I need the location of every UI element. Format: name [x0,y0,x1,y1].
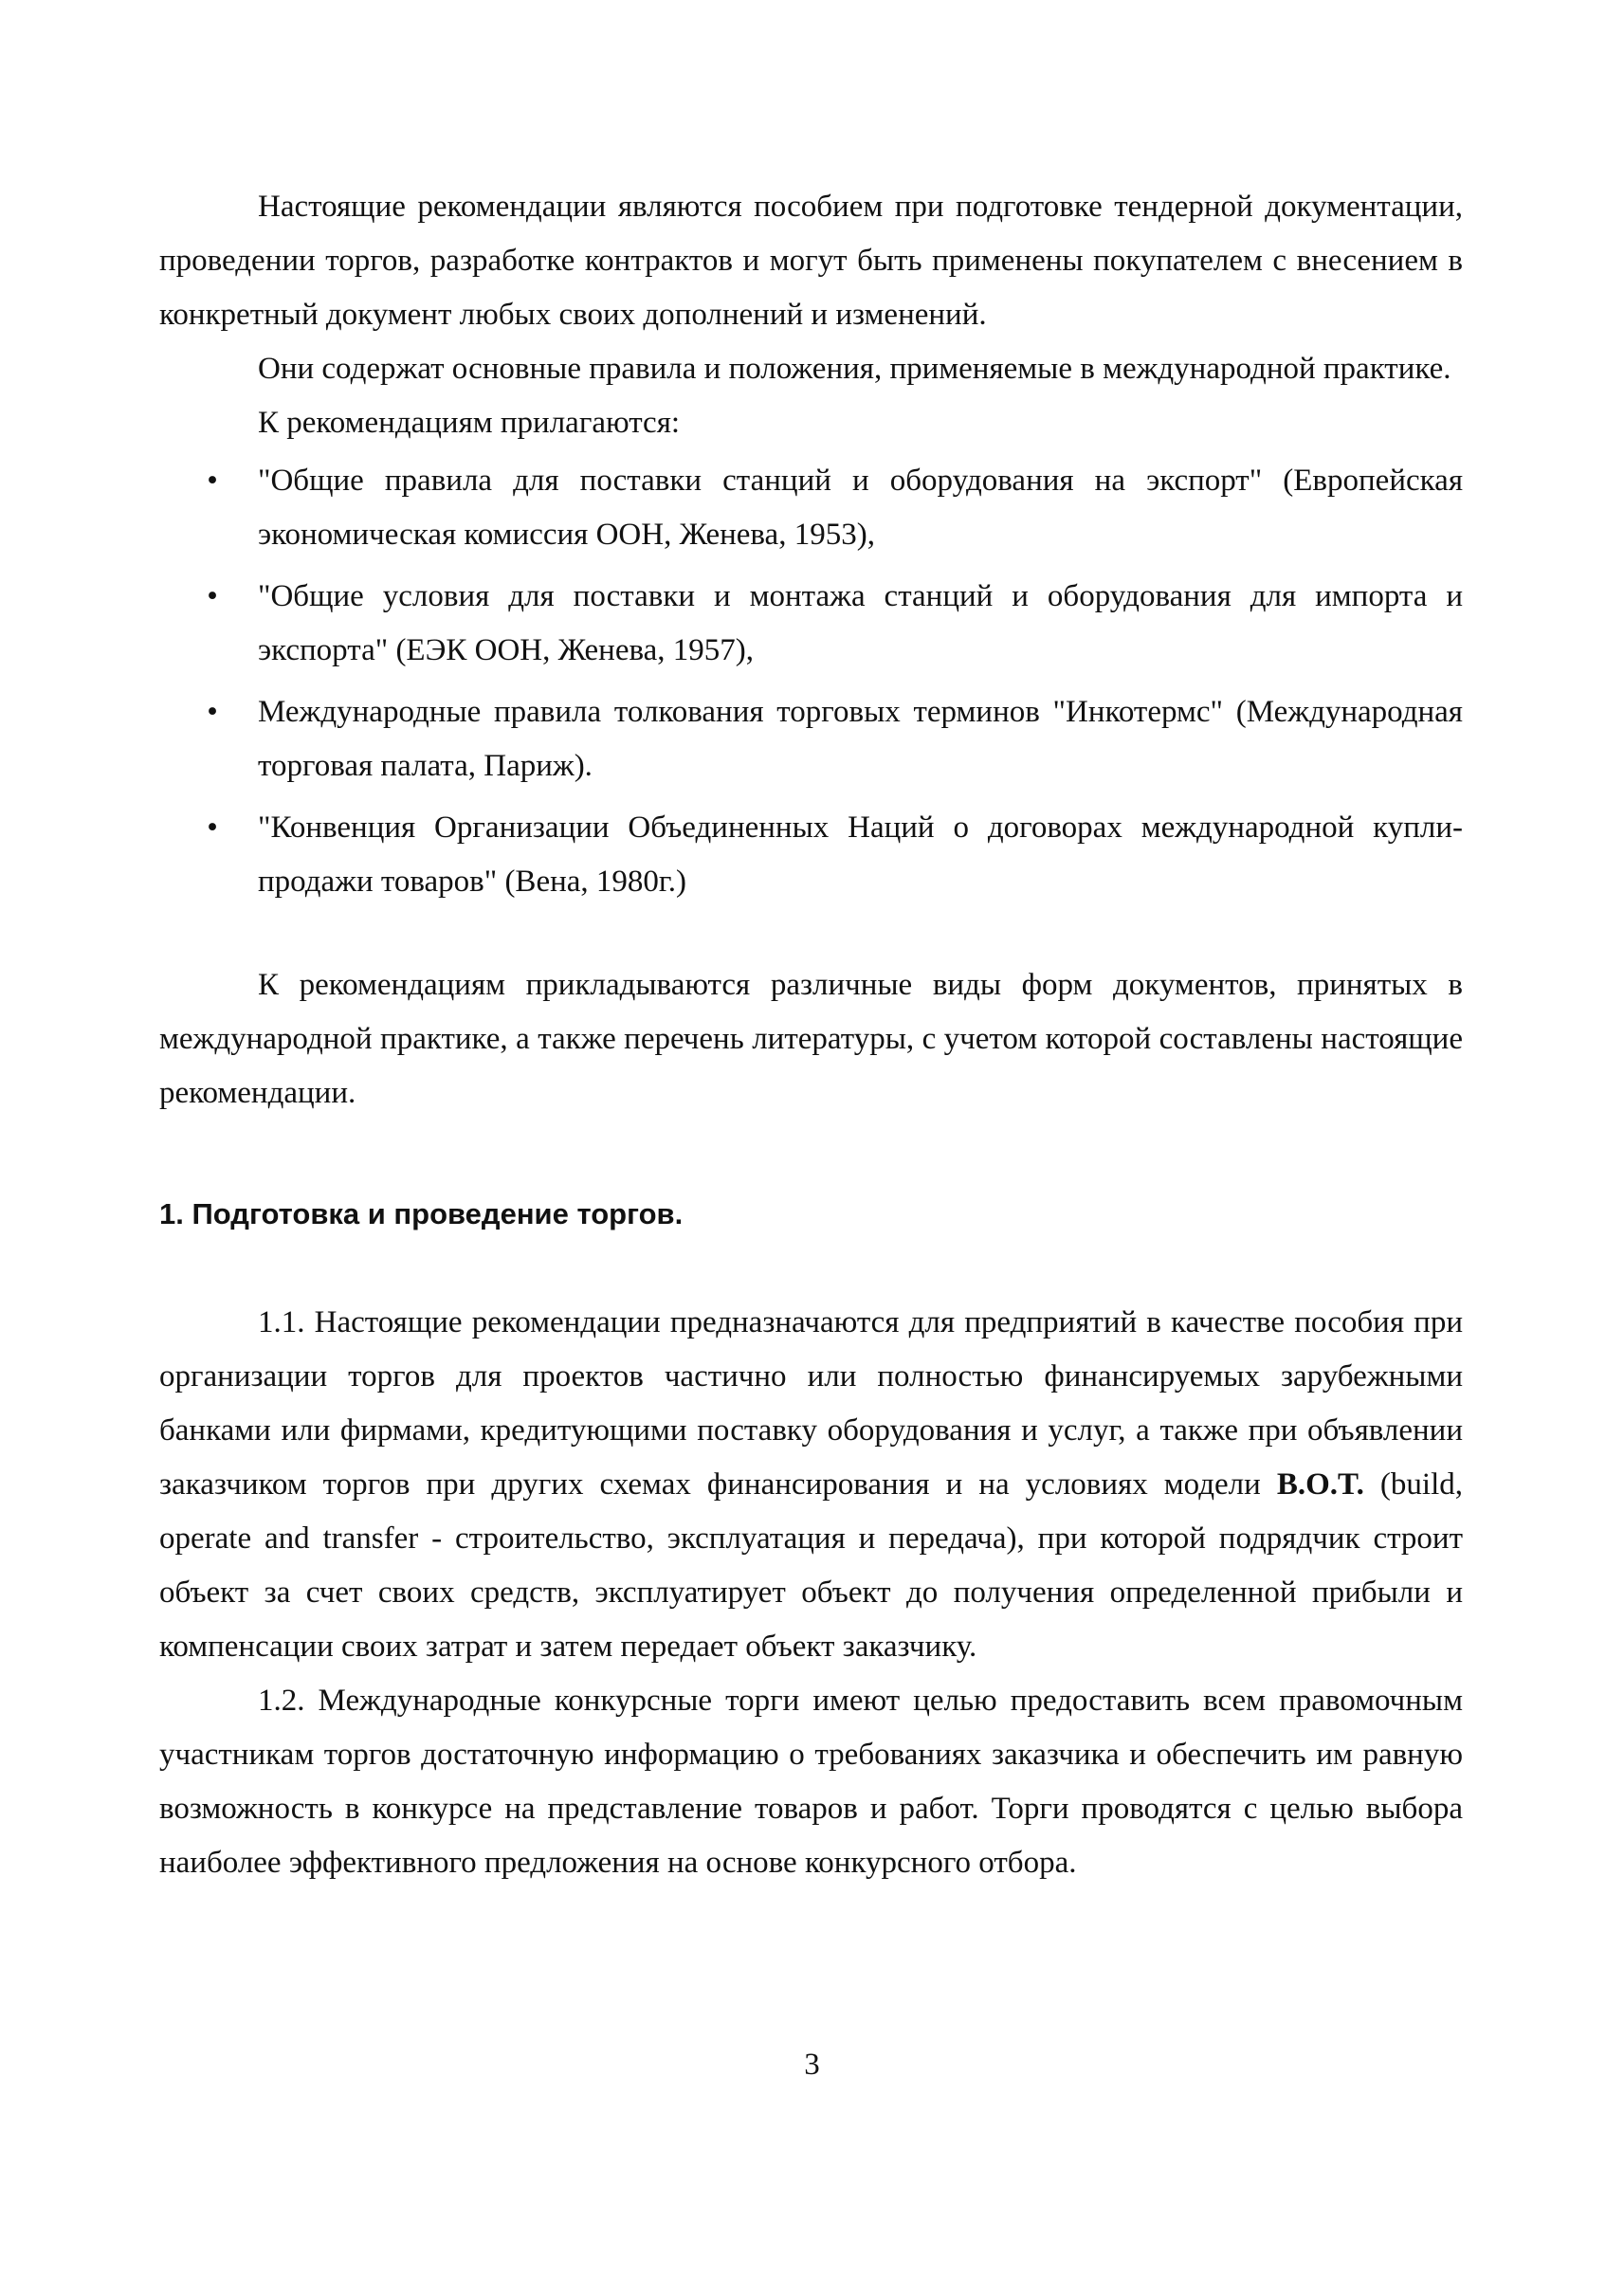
attachments-lead: К рекомендациям прилагаются: [258,406,681,440]
list-item [159,801,1463,909]
section-1-heading: 1. Подготовка и проведение торгов. [159,1197,684,1230]
bullet-icon: • [207,695,218,729]
section-1-2-paragraph: 1.2. Международные конкурсные торги имеют целью предоставить всем правомочным участникам торгов достаточную информацию о требованиях заказчика и обеспечить им равную возможность в конкурсе на представление товаров и работ. Торги проводятся с целью выбора наиболее эффективного предложения на основе конкурсного отбора. [159,1684,1463,1880]
bullet-icon: • [207,464,218,498]
intro-paragraph-2: Они содержат основные правила и положения, применяемые в международной практике. [258,352,1451,386]
attachment-text: Международные правила толкования торговых терминов "Инкотермс" (Международная торговая палата, Париж). [258,695,1463,783]
list-item [159,685,1463,793]
document-page [159,180,1463,1890]
attachment-text: "Общие условия для поставки и монтажа станций и оборудования для импорта и экспорта" (ЕЭК ООН, Женева, 1957), [258,579,1463,667]
section-1-1-text-end: (build, operate and transfer - строительство, эксплуатация и передача), при которой подрядчик строит объект за счет своих средств, эксплуатирует объект до получения определенной прибыли и компенсации своих затрат и затем передает объект заказчику. [159,1467,1463,1664]
page-number: 3 [804,2048,820,2082]
section-1-1-paragraph [159,1296,1463,1674]
attachment-text: "Конвенция Организации Объединенных Наций о договорах международной купли-продажи товаров" (Вена, 1980г.) [258,811,1463,899]
intro-paragraph-1: Настоящие рекомендации являются пособием при подготовке тендерной документации, проведении торгов, разработке контрактов и могут быть применены покупателем с внесением в конкретный документ любых своих дополнений и изменений. [159,190,1463,332]
forms-paragraph: К рекомендациям прикладываются различные виды форм документов, принятых в международной практике, а также перечень литературы, с учетом которой составлены настоящие рекомендации. [159,968,1463,1110]
attachments-list [159,454,1463,909]
list-item [159,454,1463,562]
bullet-icon: • [207,579,218,613]
bullet-icon: • [207,811,218,845]
attachment-text: "Общие правила для поставки станций и оборудования на экспорт" (Европейская экономическая комиссия ООН, Женева, 1953), [258,464,1463,552]
list-item [159,570,1463,678]
section-1-1-text-start: 1.1. Настоящие рекомендации предназначаются для предприятий в качестве пособия при организации торгов для проектов частично или полностью финансируемых зарубежными банками или фирмами, кредитующими поставку оборудования и услуг, а также при объявлении заказчиком торгов при других схемах финансирования и на условиях модели [159,1305,1463,1502]
bot-model-term: B.O.T. [1276,1467,1364,1502]
